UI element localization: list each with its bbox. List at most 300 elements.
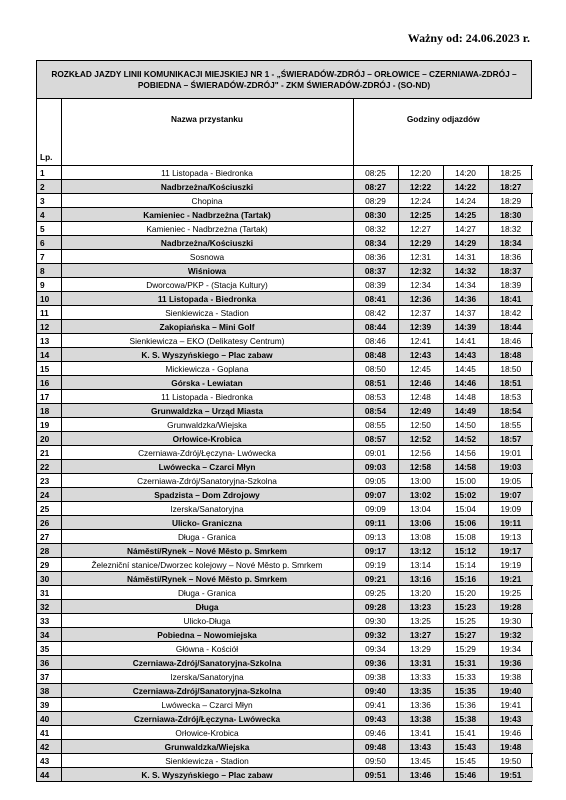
departure-time: 13:14 [398, 558, 443, 572]
departure-time: 09:40 [353, 684, 398, 698]
departure-time: 09:50 [353, 754, 398, 768]
departure-time: 14:39 [443, 320, 488, 334]
departure-time: 19:30 [488, 614, 533, 628]
row-number: 6 [37, 236, 61, 250]
stop-name: Spadzista – Dom Zdrojowy [61, 488, 353, 502]
departure-time: 12:34 [398, 278, 443, 292]
table-row [37, 474, 533, 488]
departure-time: 12:50 [398, 418, 443, 432]
table-row [37, 180, 533, 194]
table-row [37, 446, 533, 460]
departure-time: 13:33 [398, 670, 443, 684]
row-number: 32 [37, 600, 61, 614]
departure-time: 15:14 [443, 558, 488, 572]
stop-name: Grunwaldzka – Urząd Miasta [61, 404, 353, 418]
departure-time: 09:32 [353, 628, 398, 642]
departure-time: 14:29 [443, 236, 488, 250]
stop-name: Górska - Lewiatan [61, 376, 353, 390]
row-number: 10 [37, 292, 61, 306]
stop-name: Náměstí/Rynek – Nové Město p. Smrkem [61, 572, 353, 586]
departure-time: 19:40 [488, 684, 533, 698]
stop-name: Orłowice-Krobica [61, 726, 353, 740]
table-row [37, 194, 533, 208]
departure-time: 18:46 [488, 334, 533, 348]
table-row [37, 348, 533, 362]
departure-time: 08:51 [353, 376, 398, 390]
row-number: 20 [37, 432, 61, 446]
stop-name: 11 Listopada - Biedronka [61, 166, 353, 180]
stop-name: K. S. Wyszyńskiego – Plac zabaw [61, 768, 353, 782]
departure-time: 19:09 [488, 502, 533, 516]
stop-name: Železniční stanice/Dworzec kolejowy – Nové Město p. Smrkem [61, 558, 353, 572]
departure-time: 08:42 [353, 306, 398, 320]
departure-time: 18:27 [488, 180, 533, 194]
row-number: 4 [37, 208, 61, 222]
stop-name: Sienkiewicza - Stadion [61, 306, 353, 320]
row-number: 35 [37, 642, 61, 656]
departure-time: 18:37 [488, 264, 533, 278]
table-row [37, 600, 533, 614]
departure-time: 08:34 [353, 236, 398, 250]
table-row [37, 502, 533, 516]
departure-time: 12:22 [398, 180, 443, 194]
departure-time: 12:58 [398, 460, 443, 474]
departure-time: 12:46 [398, 376, 443, 390]
row-number: 34 [37, 628, 61, 642]
departure-time: 14:32 [443, 264, 488, 278]
departure-time: 15:20 [443, 586, 488, 600]
departure-time: 13:08 [398, 530, 443, 544]
departure-time: 15:41 [443, 726, 488, 740]
departure-time: 09:17 [353, 544, 398, 558]
departure-time: 15:46 [443, 768, 488, 782]
departure-time: 18:54 [488, 404, 533, 418]
table-row [37, 488, 533, 502]
stop-name: Długa - Granica [61, 530, 353, 544]
departure-time: 09:21 [353, 572, 398, 586]
stop-name: Czerniawa-Zdrój/Łęczyna- Lwówecka [61, 712, 353, 726]
table-row [37, 404, 533, 418]
departure-time: 12:41 [398, 334, 443, 348]
row-number: 27 [37, 530, 61, 544]
departure-time: 19:36 [488, 656, 533, 670]
departure-time: 15:06 [443, 516, 488, 530]
stop-name: Czerniawa-Zdrój/Sanatoryjna-Szkolna [61, 474, 353, 488]
stop-name: Sosnowa [61, 250, 353, 264]
stop-name: Lwówecka – Czarci Młyn [61, 698, 353, 712]
stop-name: Długa - Granica [61, 586, 353, 600]
departure-time: 18:57 [488, 432, 533, 446]
stop-name: Zakopiańska – Mini Golf [61, 320, 353, 334]
table-row [37, 320, 533, 334]
departure-time: 12:45 [398, 362, 443, 376]
row-number: 36 [37, 656, 61, 670]
departure-time: 09:43 [353, 712, 398, 726]
table-row [37, 236, 533, 250]
stop-name: Sienkiewicza - Stadion [61, 754, 353, 768]
departure-time: 08:41 [353, 292, 398, 306]
stop-name: Izerska/Sanatoryjna [61, 502, 353, 516]
row-number: 41 [37, 726, 61, 740]
departure-time: 19:38 [488, 670, 533, 684]
row-number: 44 [37, 768, 61, 782]
stop-name: Izerska/Sanatoryjna [61, 670, 353, 684]
table-row [37, 516, 533, 530]
table-row [37, 670, 533, 684]
stop-name: Główna - Kościół [61, 642, 353, 656]
header-stop-name: Nazwa przystanku [61, 99, 353, 166]
table-row [37, 572, 533, 586]
departure-time: 14:45 [443, 362, 488, 376]
departure-time: 19:05 [488, 474, 533, 488]
departure-time: 18:39 [488, 278, 533, 292]
departure-time: 13:45 [398, 754, 443, 768]
table-row [37, 726, 533, 740]
departure-time: 13:23 [398, 600, 443, 614]
stop-name: Nadbrzeżna/Kościuszki [61, 180, 353, 194]
departure-time: 13:29 [398, 642, 443, 656]
stop-name: Sienkiewicza – EKO (Delikatesy Centrum) [61, 334, 353, 348]
departure-time: 14:34 [443, 278, 488, 292]
row-number: 28 [37, 544, 61, 558]
departure-time: 19:46 [488, 726, 533, 740]
departure-time: 13:00 [398, 474, 443, 488]
departure-time: 18:55 [488, 418, 533, 432]
row-number: 12 [37, 320, 61, 334]
table-row [37, 628, 533, 642]
departure-time: 12:39 [398, 320, 443, 334]
departure-time: 18:41 [488, 292, 533, 306]
departure-time: 15:43 [443, 740, 488, 754]
departure-time: 13:12 [398, 544, 443, 558]
table-row [37, 460, 533, 474]
stop-name: Ulicko- Graniczna [61, 516, 353, 530]
row-number: 38 [37, 684, 61, 698]
row-number: 30 [37, 572, 61, 586]
departure-time: 13:25 [398, 614, 443, 628]
row-number: 40 [37, 712, 61, 726]
stop-name: Grunwaldzka/Wiejska [61, 740, 353, 754]
table-header-row [37, 99, 533, 166]
departure-time: 15:31 [443, 656, 488, 670]
stop-name: K. S. Wyszyńskiego – Plac zabaw [61, 348, 353, 362]
table-row [37, 656, 533, 670]
stop-name: 11 Listopada - Biedronka [61, 292, 353, 306]
departure-time: 09:01 [353, 446, 398, 460]
departure-time: 19:03 [488, 460, 533, 474]
departure-time: 19:48 [488, 740, 533, 754]
table-row [37, 250, 533, 264]
row-number: 9 [37, 278, 61, 292]
row-number: 37 [37, 670, 61, 684]
departure-time: 14:48 [443, 390, 488, 404]
table-row [37, 432, 533, 446]
departure-time: 14:27 [443, 222, 488, 236]
departure-time: 13:38 [398, 712, 443, 726]
stop-name: Nadbrzeżna/Kościuszki [61, 236, 353, 250]
departure-time: 09:11 [353, 516, 398, 530]
departure-time: 08:54 [353, 404, 398, 418]
departure-time: 14:37 [443, 306, 488, 320]
departure-time: 09:46 [353, 726, 398, 740]
valid-from-date: Ważny od: 24.06.2023 r. [407, 31, 530, 45]
timetable-title: ROZKŁAD JAZDY LINII KOMUNIKACJI MIEJSKIEJ NR 1 - „ŚWIERADÓW-ZDRÓJ – ORŁOWICE – CZERNIAWA-ZDRÓJ – POBIEDNA – ŚWIERADÓW-ZDRÓJ" - ZKM ŚWIERADÓW-ZDRÓJ - (SO-ND) [37, 61, 531, 99]
stop-name: Długa [61, 600, 353, 614]
departure-time: 13:35 [398, 684, 443, 698]
departure-time: 19:32 [488, 628, 533, 642]
row-number: 14 [37, 348, 61, 362]
row-number: 16 [37, 376, 61, 390]
table-row [37, 754, 533, 768]
departure-time: 13:20 [398, 586, 443, 600]
departure-time: 18:25 [488, 166, 533, 180]
departure-time: 12:20 [398, 166, 443, 180]
departure-time: 09:34 [353, 642, 398, 656]
timetable-table [37, 99, 533, 781]
departure-time: 14:22 [443, 180, 488, 194]
departure-time: 08:37 [353, 264, 398, 278]
table-row [37, 530, 533, 544]
departure-time: 19:11 [488, 516, 533, 530]
departure-time: 09:28 [353, 600, 398, 614]
table-row [37, 278, 533, 292]
departure-time: 19:07 [488, 488, 533, 502]
departure-time: 14:24 [443, 194, 488, 208]
row-number: 15 [37, 362, 61, 376]
departure-time: 08:30 [353, 208, 398, 222]
departure-time: 15:08 [443, 530, 488, 544]
departure-time: 09:48 [353, 740, 398, 754]
departure-time: 15:45 [443, 754, 488, 768]
row-number: 26 [37, 516, 61, 530]
row-number: 31 [37, 586, 61, 600]
departure-time: 18:44 [488, 320, 533, 334]
departure-time: 13:43 [398, 740, 443, 754]
departure-time: 14:25 [443, 208, 488, 222]
departure-time: 18:32 [488, 222, 533, 236]
table-row [37, 684, 533, 698]
departure-time: 18:51 [488, 376, 533, 390]
header-departure-times: Godziny odjazdów [353, 99, 533, 166]
departure-time: 09:07 [353, 488, 398, 502]
departure-time: 14:20 [443, 166, 488, 180]
table-row [37, 376, 533, 390]
departure-time: 19:21 [488, 572, 533, 586]
departure-time: 15:02 [443, 488, 488, 502]
departure-time: 08:46 [353, 334, 398, 348]
departure-time: 19:50 [488, 754, 533, 768]
departure-time: 19:51 [488, 768, 533, 782]
departure-time: 12:48 [398, 390, 443, 404]
stop-name: 11 Listopada - Biedronka [61, 390, 353, 404]
row-number: 17 [37, 390, 61, 404]
departure-time: 12:36 [398, 292, 443, 306]
departure-time: 13:41 [398, 726, 443, 740]
departure-time: 12:25 [398, 208, 443, 222]
departure-time: 09:38 [353, 670, 398, 684]
row-number: 3 [37, 194, 61, 208]
departure-time: 15:29 [443, 642, 488, 656]
departure-time: 13:31 [398, 656, 443, 670]
departure-time: 08:48 [353, 348, 398, 362]
departure-time: 09:41 [353, 698, 398, 712]
stop-name: Grunwaldzka/Wiejska [61, 418, 353, 432]
departure-time: 08:55 [353, 418, 398, 432]
departure-time: 19:34 [488, 642, 533, 656]
departure-time: 19:25 [488, 586, 533, 600]
stop-name: Kamieniec - Nadbrzeżna (Tartak) [61, 222, 353, 236]
departure-time: 19:17 [488, 544, 533, 558]
table-row [37, 558, 533, 572]
row-number: 1 [37, 166, 61, 180]
departure-time: 18:50 [488, 362, 533, 376]
departure-time: 12:43 [398, 348, 443, 362]
departure-time: 15:23 [443, 600, 488, 614]
stop-name: Mickiewicza - Goplana [61, 362, 353, 376]
row-number: 2 [37, 180, 61, 194]
row-number: 25 [37, 502, 61, 516]
departure-time: 14:49 [443, 404, 488, 418]
departure-time: 09:03 [353, 460, 398, 474]
departure-time: 13:46 [398, 768, 443, 782]
departure-time: 18:53 [488, 390, 533, 404]
stop-name: Lwówecka – Czarci Młyn [61, 460, 353, 474]
departure-time: 12:52 [398, 432, 443, 446]
departure-time: 15:38 [443, 712, 488, 726]
departure-time: 13:02 [398, 488, 443, 502]
stop-name: Czerniawa-Zdrój/Sanatoryjna-Szkolna [61, 656, 353, 670]
table-row [37, 642, 533, 656]
departure-time: 08:32 [353, 222, 398, 236]
stop-name: Dworcowa/PKP - (Stacja Kultury) [61, 278, 353, 292]
row-number: 11 [37, 306, 61, 320]
row-number: 39 [37, 698, 61, 712]
departure-time: 08:57 [353, 432, 398, 446]
departure-time: 13:16 [398, 572, 443, 586]
departure-time: 13:27 [398, 628, 443, 642]
stop-name: Ulicko-Długa [61, 614, 353, 628]
table-row [37, 614, 533, 628]
row-number: 33 [37, 614, 61, 628]
departure-time: 14:52 [443, 432, 488, 446]
departure-time: 09:19 [353, 558, 398, 572]
departure-time: 14:58 [443, 460, 488, 474]
row-number: 7 [37, 250, 61, 264]
row-number: 21 [37, 446, 61, 460]
departure-time: 14:46 [443, 376, 488, 390]
departure-time: 14:43 [443, 348, 488, 362]
departure-time: 08:29 [353, 194, 398, 208]
timetable-frame [36, 60, 532, 782]
departure-time: 12:49 [398, 404, 443, 418]
departure-time: 19:43 [488, 712, 533, 726]
row-number: 23 [37, 474, 61, 488]
departure-time: 08:39 [353, 278, 398, 292]
header-lp: Lp. [37, 99, 61, 166]
departure-time: 15:36 [443, 698, 488, 712]
table-row [37, 768, 533, 782]
departure-time: 13:04 [398, 502, 443, 516]
table-row [37, 712, 533, 726]
row-number: 13 [37, 334, 61, 348]
departure-time: 15:04 [443, 502, 488, 516]
table-row [37, 306, 533, 320]
departure-time: 12:32 [398, 264, 443, 278]
stop-name: Czerniawa-Zdrój/Łęczyna- Lwówecka [61, 446, 353, 460]
departure-time: 14:41 [443, 334, 488, 348]
departure-time: 18:34 [488, 236, 533, 250]
stop-name: Chopina [61, 194, 353, 208]
departure-time: 08:36 [353, 250, 398, 264]
row-number: 29 [37, 558, 61, 572]
departure-time: 13:06 [398, 516, 443, 530]
departure-time: 08:53 [353, 390, 398, 404]
stop-name: Wiśniowa [61, 264, 353, 278]
table-row [37, 586, 533, 600]
departure-time: 12:31 [398, 250, 443, 264]
departure-time: 18:42 [488, 306, 533, 320]
departure-time: 12:37 [398, 306, 443, 320]
departure-time: 19:28 [488, 600, 533, 614]
departure-time: 08:44 [353, 320, 398, 334]
departure-time: 15:00 [443, 474, 488, 488]
stop-name: Kamieniec - Nadbrzeżna (Tartak) [61, 208, 353, 222]
departure-time: 08:50 [353, 362, 398, 376]
departure-time: 12:56 [398, 446, 443, 460]
table-row [37, 222, 533, 236]
departure-time: 19:13 [488, 530, 533, 544]
departure-time: 14:31 [443, 250, 488, 264]
departure-time: 09:25 [353, 586, 398, 600]
table-row [37, 418, 533, 432]
departure-time: 09:36 [353, 656, 398, 670]
departure-time: 13:36 [398, 698, 443, 712]
stop-name: Náměstí/Rynek – Nové Město p. Smrkem [61, 544, 353, 558]
departure-time: 15:27 [443, 628, 488, 642]
departure-time: 14:36 [443, 292, 488, 306]
table-row [37, 362, 533, 376]
table-row [37, 208, 533, 222]
departure-time: 14:56 [443, 446, 488, 460]
table-row [37, 292, 533, 306]
table-row [37, 264, 533, 278]
departure-time: 09:30 [353, 614, 398, 628]
stop-name: Orłowice-Krobica [61, 432, 353, 446]
departure-time: 15:33 [443, 670, 488, 684]
departure-time: 09:51 [353, 768, 398, 782]
departure-time: 18:48 [488, 348, 533, 362]
departure-time: 19:01 [488, 446, 533, 460]
departure-time: 12:27 [398, 222, 443, 236]
row-number: 43 [37, 754, 61, 768]
row-number: 42 [37, 740, 61, 754]
table-row [37, 740, 533, 754]
departure-time: 12:24 [398, 194, 443, 208]
departure-time: 18:36 [488, 250, 533, 264]
departure-time: 09:09 [353, 502, 398, 516]
departure-time: 15:12 [443, 544, 488, 558]
departure-time: 18:29 [488, 194, 533, 208]
table-row [37, 334, 533, 348]
departure-time: 12:29 [398, 236, 443, 250]
table-row [37, 698, 533, 712]
row-number: 19 [37, 418, 61, 432]
row-number: 8 [37, 264, 61, 278]
departure-time: 15:16 [443, 572, 488, 586]
departure-time: 14:50 [443, 418, 488, 432]
departure-time: 09:05 [353, 474, 398, 488]
departure-time: 08:25 [353, 166, 398, 180]
